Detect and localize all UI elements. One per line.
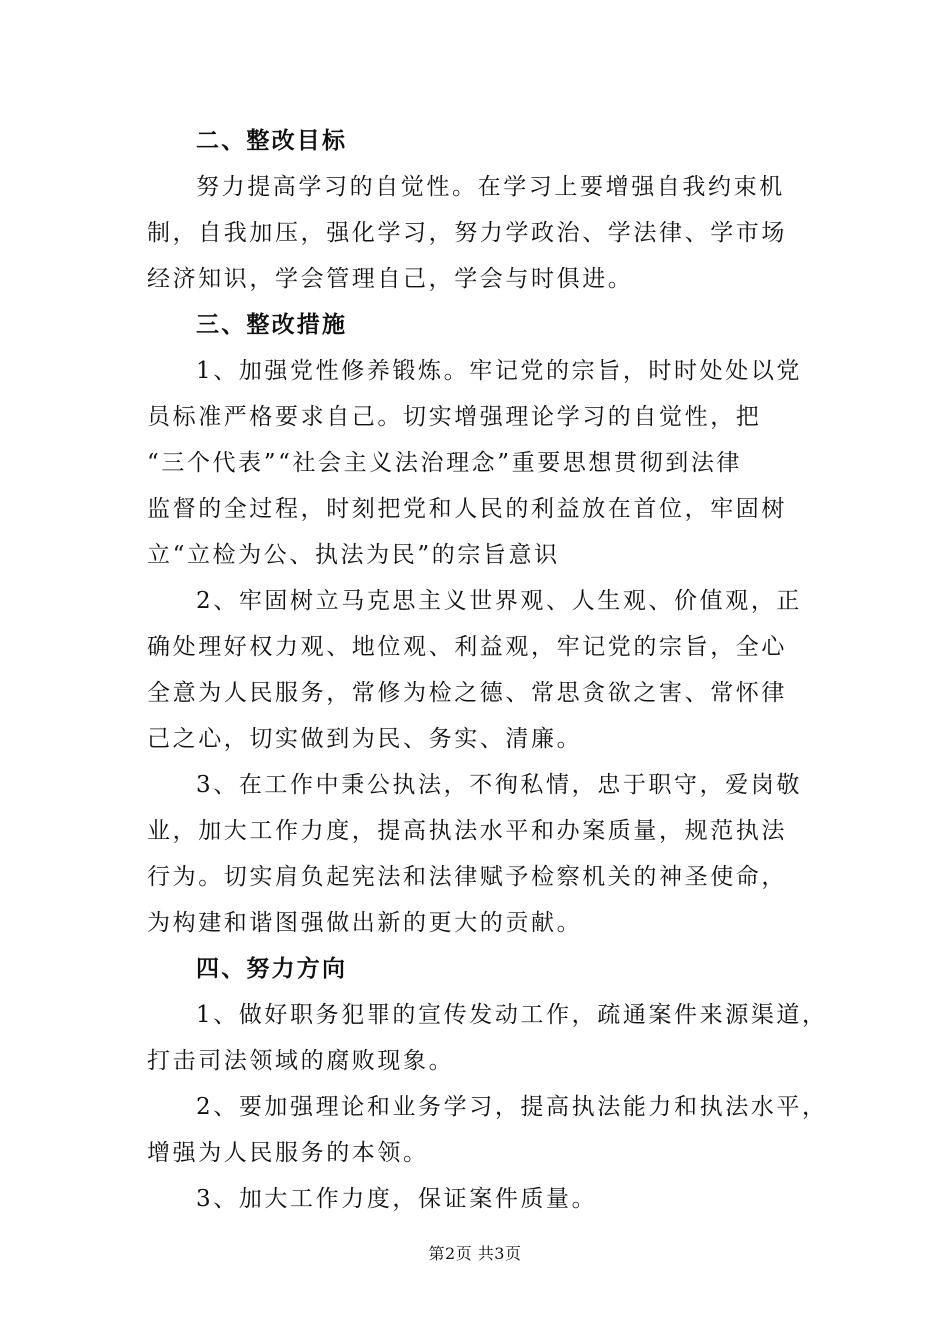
paragraph-line: 行为。切实肩负起宪法和法律赋予检察机关的神圣使命， xyxy=(147,864,787,890)
paragraph-line: 打击司法领域的腐败现象。 xyxy=(147,1048,455,1074)
paragraph-line: 经济知识，学会管理自己，学会与时俱进。 xyxy=(147,266,634,292)
paragraph-line: 员标准严格要求自己。切实增强理论学习的自觉性，把 xyxy=(147,404,762,430)
paragraph-line: 确处理好权力观、地位观、利益观，牢记党的宗旨，全心 xyxy=(147,634,787,660)
section-heading: 三、整改措施 xyxy=(196,312,348,338)
document-body xyxy=(147,118,828,1222)
paragraph-line: 1、做好职务犯罪的宣传发动工作，疏通案件来源渠道， xyxy=(196,1002,828,1028)
paragraph-line: 制，自我加压，强化学习，努力学政治、学法律、学市场 xyxy=(147,220,787,246)
section-heading: 四、努力方向 xyxy=(196,956,348,982)
paragraph-line: 全意为人民服务，常修为检之德、常思贪欲之害、常怀律 xyxy=(147,680,787,706)
paragraph-line: “三个代表”“社会主义法治理念”重要思想贯彻到法律 xyxy=(147,450,743,476)
section-heading: 二、整改目标 xyxy=(196,128,348,154)
paragraph-line: 监督的全过程，时刻把党和人民的利益放在首位，牢固树 xyxy=(147,496,787,522)
paragraph-line: 1、加强党性修养锻炼。牢记党的宗旨，时时处处以党 xyxy=(196,358,803,384)
paragraph-line: 3、在工作中秉公执法，不徇私情，忠于职守，爱岗敬 xyxy=(196,772,803,798)
paragraph-line: 努力提高学习的自觉性。在学习上要增强自我约束机 xyxy=(196,174,785,200)
paragraph-line: 2、牢固树立马克思主义世界观、人生观、价值观，正 xyxy=(196,588,803,614)
paragraph-line: 为构建和谐图强做出新的更大的贡献。 xyxy=(147,910,583,936)
paragraph-line: 业，加大工作力度，提高执法水平和办案质量，规范执法 xyxy=(147,818,787,844)
paragraph-line: 2、要加强理论和业务学习，提高执法能力和执法水平， xyxy=(196,1094,828,1120)
paragraph-line: 己之心，切实做到为民、务实、清廉。 xyxy=(147,726,583,752)
paragraph-line: 立“立检为公、执法为民”的宗旨意识 xyxy=(147,542,560,568)
paragraph-line: 增强为人民服务的本领。 xyxy=(147,1140,429,1166)
page-number-footer: 第2页 共3页 xyxy=(428,1244,522,1263)
paragraph-line: 3、加大工作力度，保证案件质量。 xyxy=(196,1186,598,1212)
